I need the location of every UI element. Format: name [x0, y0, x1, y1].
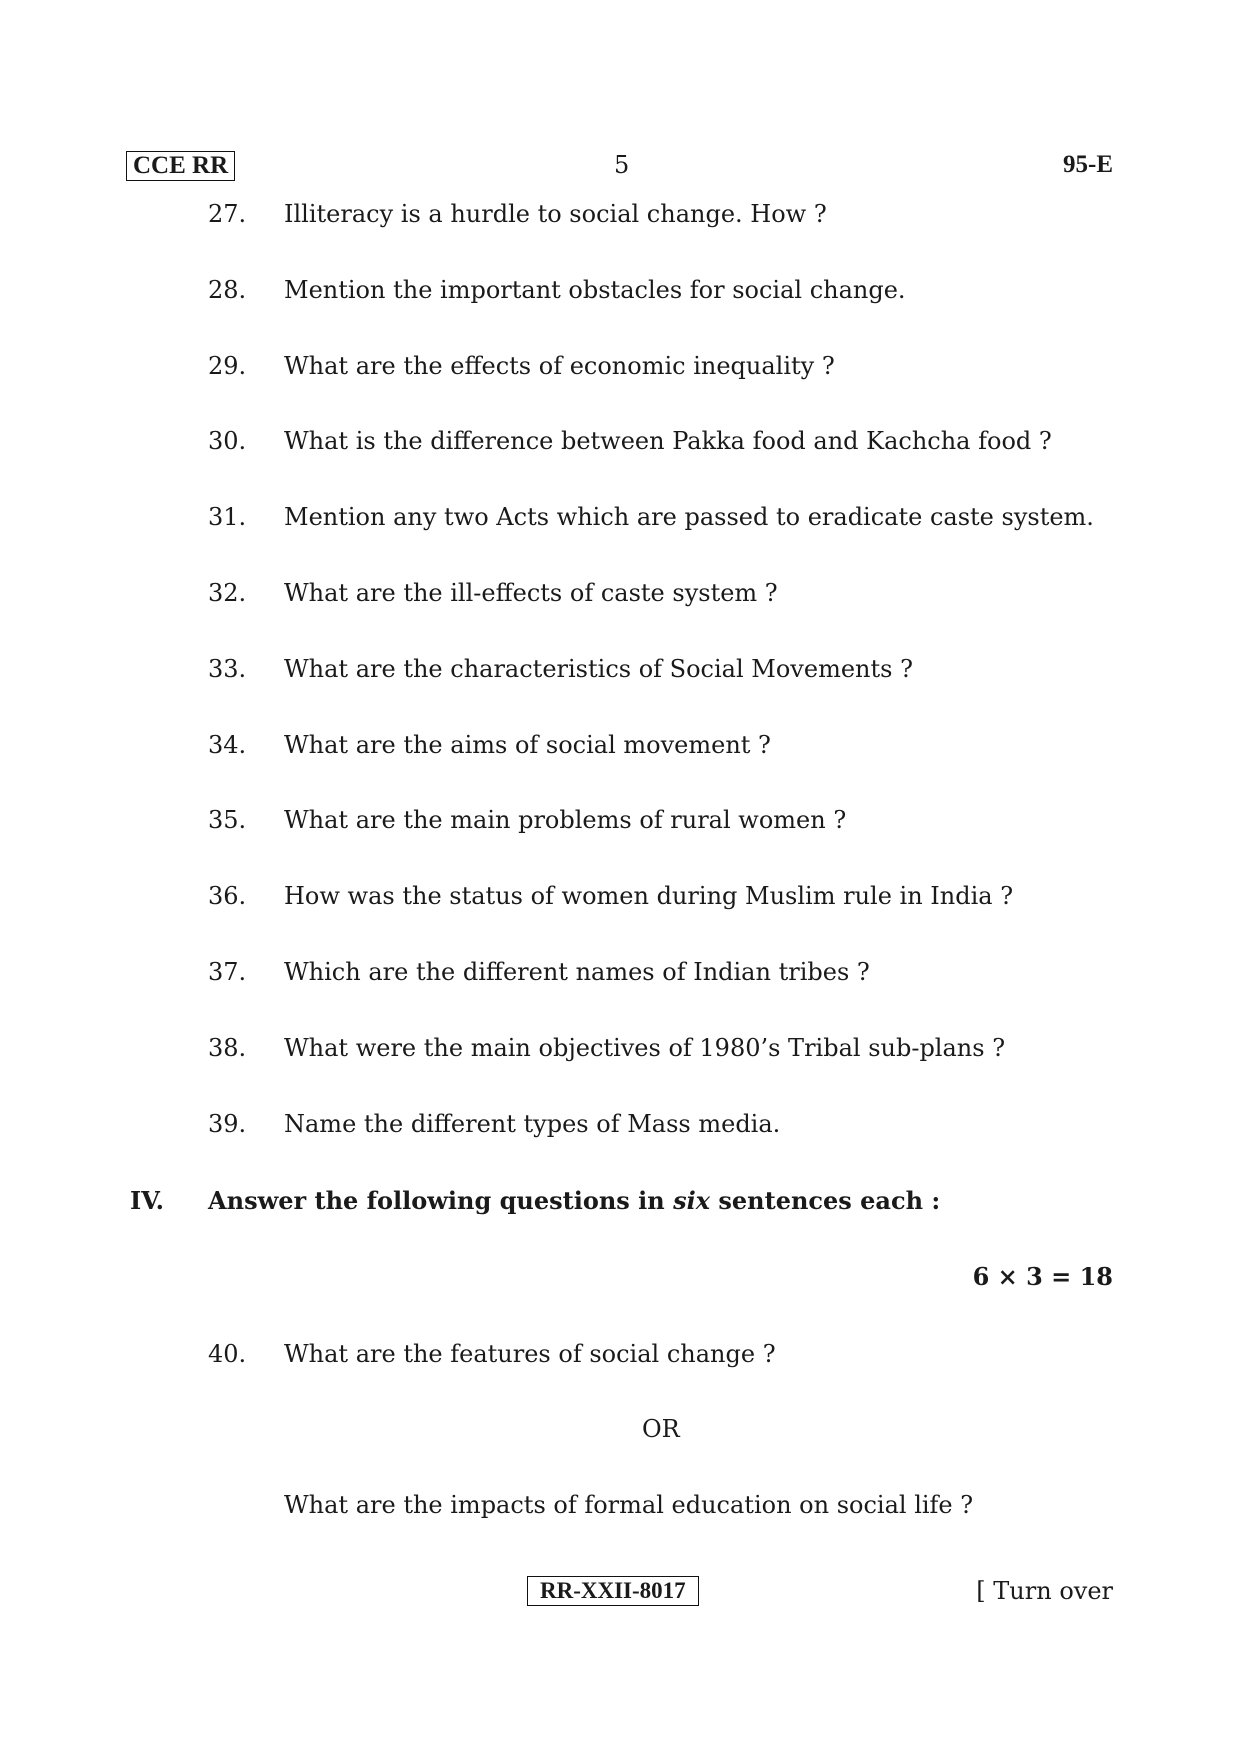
question-row	[0, 578, 1241, 608]
question-number: 38.	[208, 1034, 247, 1062]
question-row	[0, 1033, 1241, 1063]
question-number: 36.	[208, 882, 247, 910]
question-text: Mention any two Acts which are passed to eradicate caste system.	[284, 503, 1094, 531]
question-row	[0, 199, 1241, 229]
question-40-alternative: What are the impacts of formal education on social life ?	[284, 1491, 974, 1519]
instruction-after: sentences each :	[710, 1186, 941, 1215]
question-text: Which are the different names of Indian tribes ?	[284, 958, 870, 986]
instruction-before: Answer the following questions in	[208, 1186, 674, 1215]
question-text: What are the aims of social movement ?	[284, 731, 771, 759]
question-number: 32.	[208, 579, 247, 607]
question-text: What are the main problems of rural women ?	[284, 806, 847, 834]
question-number: 35.	[208, 806, 247, 834]
question-text: What were the main objectives of 1980’s Tribal sub-plans ?	[284, 1034, 1006, 1062]
question-text: What is the difference between Pakka food and Kachcha food ?	[284, 427, 1052, 455]
question-number: 37.	[208, 958, 247, 986]
question-number: 27.	[208, 200, 247, 228]
question-number: 34.	[208, 731, 247, 759]
section-numeral: IV.	[130, 1186, 165, 1215]
or-label: OR	[642, 1415, 680, 1443]
question-text: What are the ill-effects of caste system ?	[284, 579, 778, 607]
header-right-code: 95-E	[1063, 151, 1113, 178]
question-row	[0, 957, 1241, 987]
question-number: 30.	[208, 427, 247, 455]
question-row	[0, 502, 1241, 532]
page-number: 5	[614, 151, 630, 179]
question-row	[0, 426, 1241, 456]
question-number: 31.	[208, 503, 247, 531]
question-text: What are the features of social change ?	[284, 1340, 776, 1368]
question-row	[0, 1109, 1241, 1139]
question-number: 29.	[208, 352, 247, 380]
question-row	[0, 730, 1241, 760]
question-number: 33.	[208, 655, 247, 683]
question-row	[0, 351, 1241, 381]
section-instruction	[208, 1186, 940, 1216]
question-row	[0, 881, 1241, 911]
question-number: 39.	[208, 1110, 247, 1138]
question-text: How was the status of women during Muslim rule in India ?	[284, 882, 1014, 910]
question-number: 28.	[208, 276, 247, 304]
question-text: Name the different types of Mass media.	[284, 1110, 781, 1138]
header-left-code: CCE RR	[126, 151, 235, 181]
question-40	[0, 1339, 1241, 1369]
question-row	[0, 654, 1241, 684]
section-marks: 6 × 3 = 18	[972, 1262, 1113, 1291]
question-text: What are the effects of economic inequality ?	[284, 352, 835, 380]
question-text: What are the characteristics of Social Movements ?	[284, 655, 913, 683]
question-text: Illiteracy is a hurdle to social change. How ?	[284, 200, 827, 228]
question-row	[0, 805, 1241, 835]
question-number: 40.	[208, 1340, 247, 1368]
footer-code: RR-XXII-8017	[527, 1576, 699, 1606]
turn-over-note: [ Turn over	[976, 1577, 1113, 1605]
question-text: Mention the important obstacles for social change.	[284, 276, 906, 304]
instruction-emph: six	[673, 1186, 711, 1215]
question-row	[0, 275, 1241, 305]
